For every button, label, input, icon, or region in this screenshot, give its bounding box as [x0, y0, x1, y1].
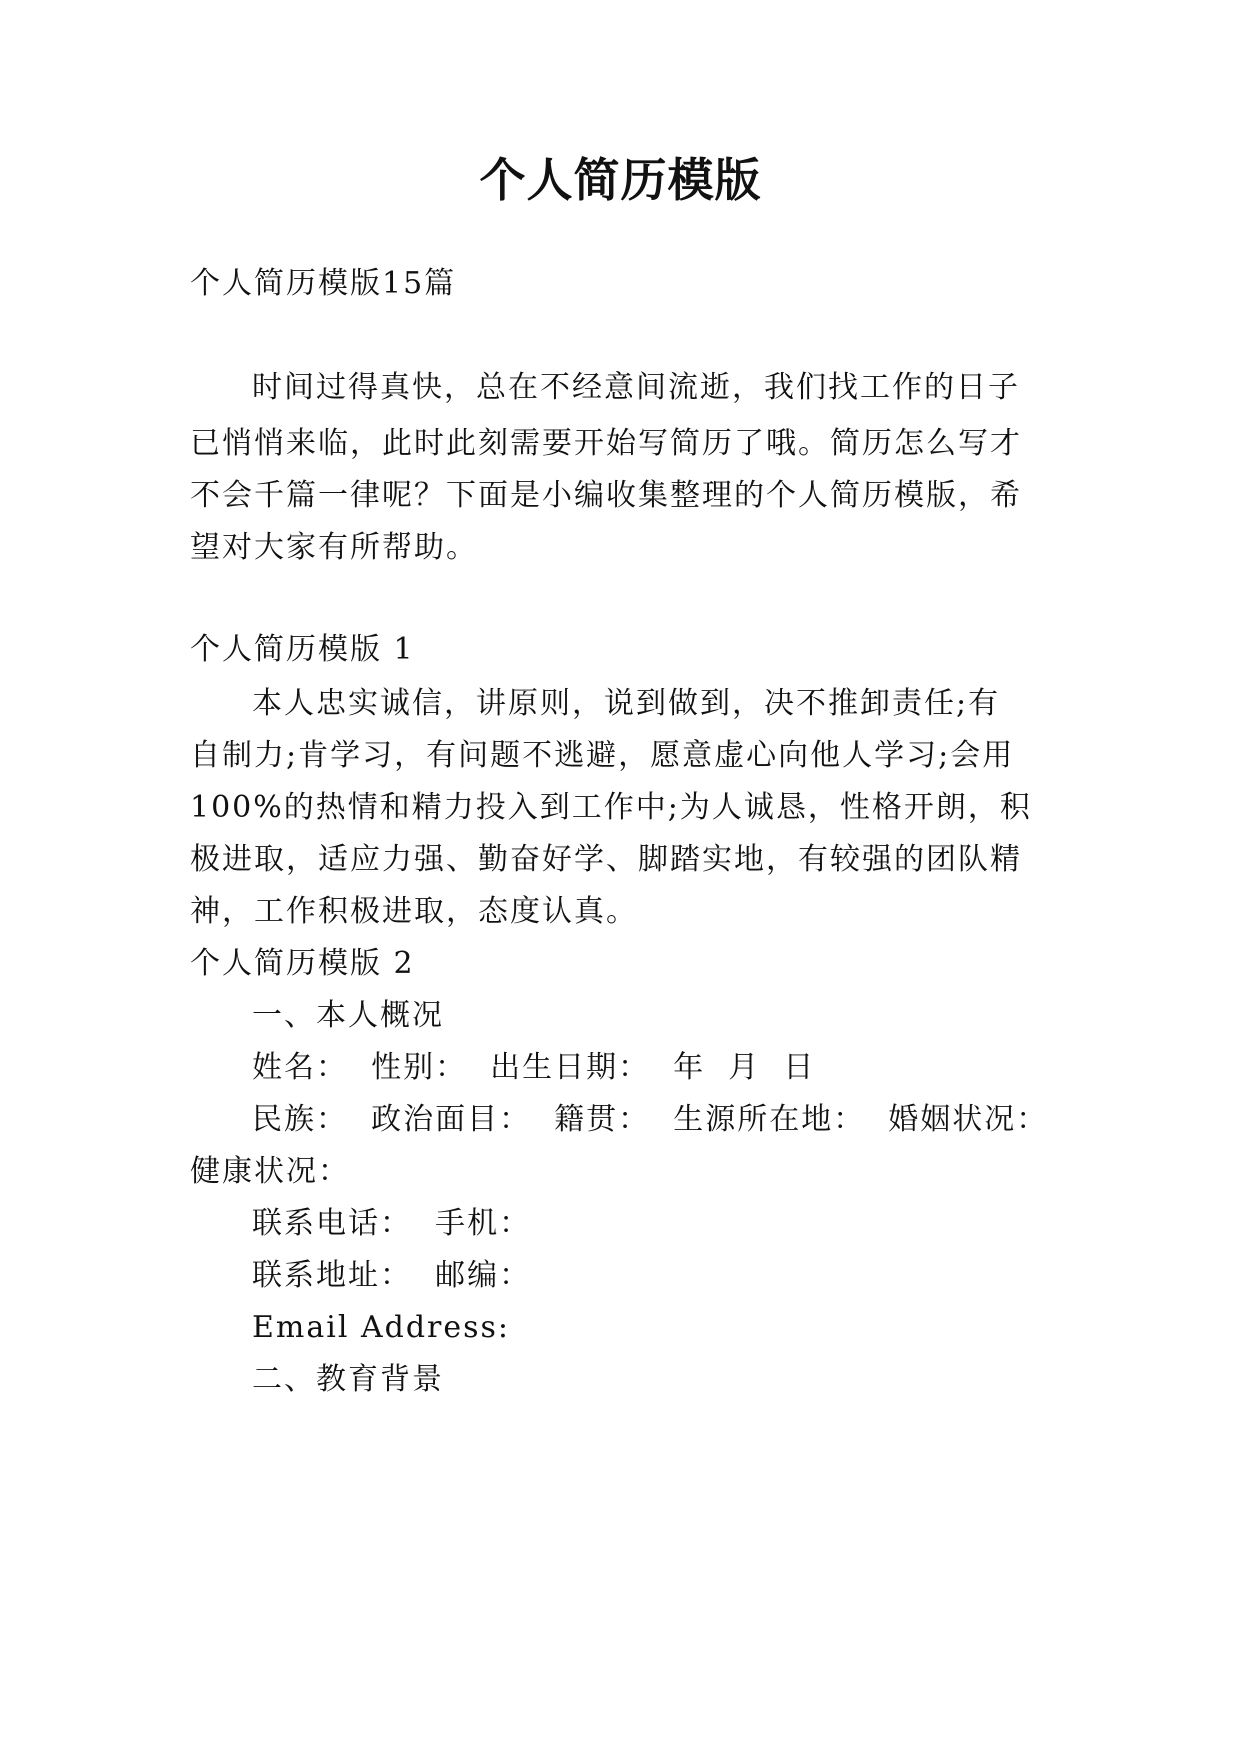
- document-title: 个人简历模版: [479, 153, 762, 207]
- form-field-line: 联系地址： 邮编：: [252, 1258, 532, 1293]
- subsection-heading: 二、教育背景: [252, 1362, 444, 1397]
- section-heading: 个人简历模版 2: [190, 946, 415, 981]
- intro-line: 不会千篇一律呢？下面是小编收集整理的个人简历模版，希: [190, 478, 1022, 513]
- form-field-line: Email Address:: [252, 1310, 511, 1345]
- document-subtitle: 个人简历模版15篇: [190, 266, 457, 301]
- section-heading: 个人简历模版 1: [190, 632, 415, 667]
- intro-line: 望对大家有所帮助。: [190, 530, 478, 565]
- section-paragraph-line: 神，工作积极进取，态度认真。: [190, 894, 638, 929]
- intro-line: 时间过得真快，总在不经意间流逝，我们找工作的日子: [252, 370, 1020, 405]
- section-paragraph-line: 自制力;肯学习，有问题不逃避，愿意虚心向他人学习;会用: [190, 738, 1015, 773]
- form-field-line: 联系电话： 手机：: [252, 1206, 532, 1241]
- form-field-line: 民族： 政治面目： 籍贯： 生源所在地： 婚姻状况：: [252, 1102, 1049, 1137]
- subsection-heading: 一、本人概况: [252, 998, 444, 1033]
- intro-line: 已悄悄来临，此时此刻需要开始写简历了哦。简历怎么写才: [190, 426, 1022, 461]
- form-field-line: 姓名： 性别： 出生日期： 年 月 日: [252, 1050, 816, 1085]
- section-paragraph-line: 极进取，适应力强、勤奋好学、脚踏实地，有较强的团队精: [190, 842, 1022, 877]
- section-paragraph-line: 100%的热情和精力投入到工作中;为人诚恳，性格开朗，积: [190, 790, 1032, 825]
- form-field-line: 健康状况：: [190, 1154, 350, 1189]
- section-paragraph-line: 本人忠实诚信，讲原则，说到做到，决不推卸责任;有: [252, 686, 1001, 721]
